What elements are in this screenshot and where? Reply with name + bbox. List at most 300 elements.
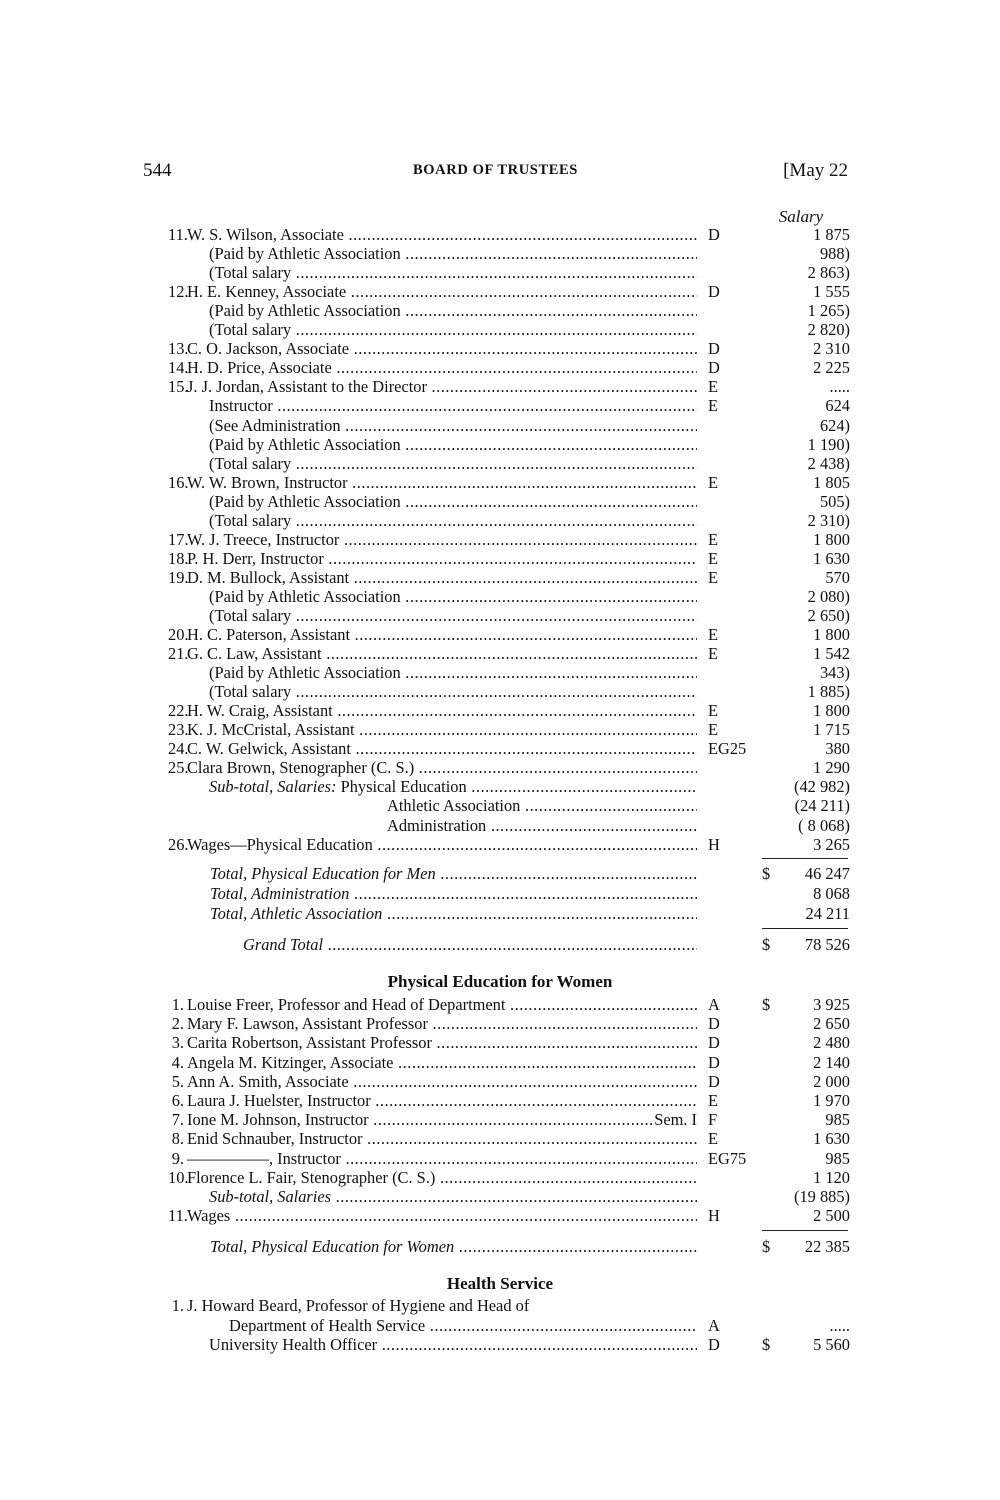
line-text xyxy=(187,1149,697,1168)
line-text xyxy=(187,1129,697,1148)
line-text xyxy=(187,377,697,396)
table-row xyxy=(0,282,1000,301)
line-label: University Health Officer xyxy=(209,1335,378,1354)
salary-amount xyxy=(750,1014,850,1033)
amount-value: 1 120 xyxy=(813,1168,850,1187)
amount-value: ( 8 068) xyxy=(798,816,850,835)
line-label: (Paid by Athletic Association xyxy=(209,244,401,263)
salary-amount xyxy=(750,682,850,701)
grade-code: A xyxy=(708,995,720,1014)
line-label: (Total salary xyxy=(209,454,292,473)
amount-value: 1 715 xyxy=(813,720,850,739)
grade-code: H xyxy=(708,835,720,854)
line-text xyxy=(387,816,697,835)
salary-amount xyxy=(750,587,850,606)
line-label: Sub-total, Salaries xyxy=(209,1187,332,1206)
salary-amount xyxy=(750,1335,850,1354)
amount-value: 343) xyxy=(819,663,850,682)
amount-value: 5 560 xyxy=(813,1335,850,1354)
line-text xyxy=(209,511,697,530)
grade-code: E xyxy=(708,1129,719,1148)
line-label: H. C. Paterson, Assistant xyxy=(187,625,351,644)
item-number: 19. xyxy=(168,568,189,587)
line-text xyxy=(187,1110,697,1129)
line-text xyxy=(187,701,697,720)
line-text xyxy=(209,263,697,282)
line-text xyxy=(187,1168,697,1187)
table-row xyxy=(0,904,1000,923)
table-row xyxy=(0,1033,1000,1052)
salary-amount xyxy=(750,396,850,415)
table-row xyxy=(0,1335,1000,1354)
line-label: (Paid by Athletic Association xyxy=(209,492,401,511)
amount-value: 1 630 xyxy=(813,549,850,568)
line-label: (Paid by Athletic Association xyxy=(209,301,401,320)
table-row xyxy=(0,396,1000,415)
salary-amount xyxy=(750,301,850,320)
line-label: Total, Athletic Association xyxy=(210,904,383,923)
salary-amount xyxy=(750,720,850,739)
line-label: G. C. Law, Assistant xyxy=(187,644,322,663)
amount-value: 2 310 xyxy=(813,339,850,358)
item-number: 8. xyxy=(171,1129,184,1148)
section-title: Health Service xyxy=(446,1274,554,1293)
date-mark: [May 22 xyxy=(783,160,848,181)
table-row xyxy=(0,587,1000,606)
amount-value: 2 820) xyxy=(807,320,850,339)
table-row xyxy=(0,416,1000,435)
line-text xyxy=(187,1033,697,1052)
salary-amount xyxy=(750,568,850,587)
line-text xyxy=(209,492,697,511)
salary-amount xyxy=(750,701,850,720)
line-label: Wages xyxy=(187,1206,231,1225)
table-row xyxy=(0,644,1000,663)
grade-code: D xyxy=(708,1053,720,1072)
amount-value: 1 265) xyxy=(807,301,850,320)
amount-value: 1 885) xyxy=(807,682,850,701)
table-row xyxy=(0,835,1000,854)
grade-code: D xyxy=(708,282,720,301)
subtotal-label: Sub-total, Salaries: xyxy=(209,777,337,796)
table-row xyxy=(0,301,1000,320)
grand-total-row xyxy=(0,935,1000,954)
grade-code: D xyxy=(708,339,720,358)
grade-code: E xyxy=(708,644,719,663)
line-text xyxy=(209,606,697,625)
line-label: Department of Health Service xyxy=(229,1316,426,1335)
table-row xyxy=(0,1316,1000,1335)
line-text xyxy=(187,835,697,854)
line-label: W. J. Treece, Instructor xyxy=(187,530,340,549)
table-row xyxy=(0,816,1000,835)
line-label: (Total salary xyxy=(209,511,292,530)
table-row xyxy=(0,1187,1000,1206)
dollar-sign: $ xyxy=(762,995,771,1014)
line-text xyxy=(209,777,697,796)
grade-code: E xyxy=(708,473,719,492)
running-title: BOARD OF TRUSTEES xyxy=(413,162,578,178)
line-label: W. S. Wilson, Associate xyxy=(187,225,344,244)
grade-code: E xyxy=(708,377,719,396)
table-row xyxy=(0,995,1000,1014)
line-text xyxy=(187,1296,697,1315)
amount-value: 505) xyxy=(819,492,850,511)
salary-amount xyxy=(750,416,850,435)
table-row xyxy=(0,1129,1000,1148)
amount-value: 2 480 xyxy=(813,1033,850,1052)
grade-code: D xyxy=(708,358,720,377)
line-text xyxy=(209,435,697,454)
amount-value: 3 925 xyxy=(813,995,850,1014)
line-label: Ione M. Johnson, Instructor xyxy=(187,1110,369,1129)
line-text xyxy=(209,682,697,701)
item-number: 11. xyxy=(168,1206,188,1225)
salary-column-header: Salary xyxy=(778,207,824,226)
salary-amount xyxy=(750,492,850,511)
amount-value: 2 140 xyxy=(813,1053,850,1072)
amount-value: 78 526 xyxy=(804,935,850,954)
item-number: 14. xyxy=(168,358,189,377)
item-number: 25. xyxy=(168,758,189,777)
line-label: Carita Robertson, Assistant Professor xyxy=(187,1033,432,1052)
amount-value: 8 068 xyxy=(813,884,850,903)
line-label: Florence L. Fair, Stenographer (C. S.) xyxy=(187,1168,436,1187)
item-number: 5. xyxy=(171,1072,184,1091)
table-row xyxy=(0,1149,1000,1168)
line-label: C. O. Jackson, Associate xyxy=(187,339,350,358)
table-row xyxy=(0,320,1000,339)
item-number: 26. xyxy=(168,835,189,854)
line-text xyxy=(187,358,697,377)
salary-amount xyxy=(750,339,850,358)
amount-value: 2 225 xyxy=(813,358,850,377)
table-row xyxy=(0,864,1000,883)
salary-amount xyxy=(750,263,850,282)
line-label: D. M. Bullock, Assistant xyxy=(187,568,350,587)
line-label: Enid Schnauber, Instructor xyxy=(187,1129,363,1148)
line-label: Louise Freer, Professor and Head of Department xyxy=(187,995,506,1014)
line-text xyxy=(210,884,697,903)
line-label: Total, Physical Education for Men xyxy=(210,864,436,883)
grade-code: D xyxy=(708,1033,720,1052)
line-label: Laura J. Huelster, Instructor xyxy=(187,1091,371,1110)
line-label: Ann A. Smith, Associate xyxy=(187,1072,349,1091)
grade-code: E xyxy=(708,396,719,415)
amount-value: 2 650) xyxy=(807,606,850,625)
line-text xyxy=(210,1237,697,1256)
salary-amount xyxy=(750,816,850,835)
line-text xyxy=(187,1072,697,1091)
line-label: K. J. McCristal, Assistant xyxy=(187,720,355,739)
table-row xyxy=(0,663,1000,682)
line-text xyxy=(243,935,697,954)
line-label: C. W. Gelwick, Assistant xyxy=(187,739,351,758)
salary-amount xyxy=(750,358,850,377)
line-text xyxy=(187,1206,697,1225)
item-number: 15. xyxy=(168,377,189,396)
line-label: Mary F. Lawson, Assistant Professor xyxy=(187,1014,428,1033)
dollar-sign: $ xyxy=(762,864,771,883)
salary-amount xyxy=(750,473,850,492)
amount-value: 2 080) xyxy=(807,587,850,606)
table-row xyxy=(0,1110,1000,1129)
line-text xyxy=(187,758,697,777)
table-row xyxy=(0,739,1000,758)
amount-value: 1 555 xyxy=(813,282,850,301)
salary-amount xyxy=(750,1316,850,1335)
item-number: 20. xyxy=(168,625,189,644)
line-label: Clara Brown, Stenographer (C. S.) xyxy=(187,758,415,777)
item-number: 22. xyxy=(168,701,189,720)
table-row xyxy=(0,225,1000,244)
item-number: 9. xyxy=(171,1149,184,1168)
salary-amount xyxy=(750,644,850,663)
sum-rule xyxy=(762,858,848,859)
amount-value: (24 211) xyxy=(794,796,850,815)
dollar-sign: $ xyxy=(762,935,771,954)
amount-value: 2 000 xyxy=(813,1072,850,1091)
sum-rule xyxy=(762,928,848,929)
table-row xyxy=(0,777,1000,796)
item-number: 24. xyxy=(168,739,189,758)
line-text xyxy=(209,301,697,320)
item-number: 7. xyxy=(171,1110,184,1129)
salary-amount xyxy=(750,282,850,301)
table-row xyxy=(0,701,1000,720)
line-label: Grand Total xyxy=(243,935,324,954)
amount-value: 1 190) xyxy=(807,435,850,454)
amount-value: ..... xyxy=(829,377,850,396)
line-text xyxy=(187,282,697,301)
page-header xyxy=(143,160,848,184)
amount-value: 380 xyxy=(825,739,850,758)
sum-rule xyxy=(762,1230,848,1231)
grade-code: F xyxy=(708,1110,718,1129)
line-label: (Total salary xyxy=(209,263,292,282)
amount-value: 988) xyxy=(819,244,850,263)
salary-amount xyxy=(750,904,850,923)
line-text xyxy=(209,587,697,606)
amount-value: 2 310) xyxy=(807,511,850,530)
amount-value: 1 630 xyxy=(813,1129,850,1148)
line-text xyxy=(209,454,697,473)
amount-value: 1 875 xyxy=(813,225,850,244)
grade-code: D xyxy=(708,1014,720,1033)
grade-code: E xyxy=(708,701,719,720)
total-women-row xyxy=(0,1237,1000,1256)
line-label: Total, Administration xyxy=(210,884,350,903)
line-label: (Total salary xyxy=(209,320,292,339)
amount-value: 985 xyxy=(825,1149,850,1168)
item-number: 4. xyxy=(171,1053,184,1072)
grade-code: EG25 xyxy=(708,739,747,758)
dollar-sign: $ xyxy=(762,1237,771,1256)
salary-amount xyxy=(750,625,850,644)
table-row xyxy=(0,1014,1000,1033)
amount-value: 1 800 xyxy=(813,530,850,549)
amount-value: 2 863) xyxy=(807,263,850,282)
grade-code: E xyxy=(708,720,719,739)
line-label: Total, Physical Education for Women xyxy=(210,1237,455,1256)
table-row xyxy=(0,1206,1000,1225)
amount-value: 624 xyxy=(825,396,850,415)
line-text xyxy=(187,473,697,492)
salary-amount xyxy=(750,1237,850,1256)
line-label: (Total salary xyxy=(209,682,292,701)
line-label: (Paid by Athletic Association xyxy=(209,435,401,454)
table-row xyxy=(0,1168,1000,1187)
salary-amount xyxy=(750,739,850,758)
amount-value: 1 970 xyxy=(813,1091,850,1110)
amount-value: 1 805 xyxy=(813,473,850,492)
line-label: (See Administration xyxy=(209,416,341,435)
table-row xyxy=(0,492,1000,511)
line-text xyxy=(187,739,697,758)
salary-amount xyxy=(750,435,850,454)
salary-amount xyxy=(750,377,850,396)
salary-amount xyxy=(750,1033,850,1052)
salary-amount xyxy=(750,1187,850,1206)
line-label: Physical Education xyxy=(340,777,467,796)
salary-amount xyxy=(750,454,850,473)
table-row xyxy=(0,358,1000,377)
line-text xyxy=(209,1335,697,1354)
line-text xyxy=(210,904,697,923)
grade-code: EG75 xyxy=(708,1149,747,1168)
page-number: 544 xyxy=(143,160,172,181)
salary-amount xyxy=(750,884,850,903)
salary-amount xyxy=(750,663,850,682)
grade-code: A xyxy=(708,1316,720,1335)
table-row xyxy=(0,1091,1000,1110)
grade-code: H xyxy=(708,1206,720,1225)
table-row xyxy=(0,758,1000,777)
item-number: 12. xyxy=(168,282,189,301)
salary-amount xyxy=(750,777,850,796)
line-text xyxy=(209,416,697,435)
amount-value: 1 800 xyxy=(813,701,850,720)
table-row xyxy=(0,511,1000,530)
table-row xyxy=(0,473,1000,492)
line-text xyxy=(187,1053,697,1072)
salary-amount xyxy=(750,935,850,954)
line-text xyxy=(209,663,697,682)
item-number: 6. xyxy=(171,1091,184,1110)
table-row xyxy=(0,244,1000,263)
term-label: Sem. I xyxy=(654,1110,697,1129)
line-text xyxy=(187,225,697,244)
grade-code: D xyxy=(708,1335,720,1354)
section-title: Physical Education for Women xyxy=(387,972,613,991)
table-row xyxy=(0,568,1000,587)
salary-amount xyxy=(750,244,850,263)
grade-code: E xyxy=(708,1091,719,1110)
item-number: 10. xyxy=(168,1168,189,1187)
line-label: H. E. Kenney, Associate xyxy=(187,282,347,301)
salary-amount xyxy=(750,796,850,815)
line-label: (Paid by Athletic Association xyxy=(209,587,401,606)
salary-amount xyxy=(750,1168,850,1187)
line-text xyxy=(187,339,697,358)
table-row xyxy=(0,606,1000,625)
item-number: 21. xyxy=(168,644,189,663)
line-text xyxy=(187,1014,697,1033)
line-label: H. D. Price, Associate xyxy=(187,358,332,377)
grade-code: D xyxy=(708,225,720,244)
salary-amount xyxy=(750,225,850,244)
grade-code: E xyxy=(708,549,719,568)
line-label: Administration xyxy=(387,816,487,835)
item-number: 23. xyxy=(168,720,189,739)
item-number: 1. xyxy=(171,995,184,1014)
salary-amount xyxy=(750,1149,850,1168)
line-label: J. J. Jordan, Assistant to the Director xyxy=(187,377,427,396)
table-row xyxy=(0,1296,1000,1315)
grade-code: E xyxy=(708,568,719,587)
table-row xyxy=(0,796,1000,815)
amount-value: 985 xyxy=(825,1110,850,1129)
amount-value: 1 542 xyxy=(813,644,850,663)
line-text xyxy=(229,1316,697,1335)
dollar-sign: $ xyxy=(762,1335,771,1354)
line-text xyxy=(187,568,697,587)
line-label: Angela M. Kitzinger, Associate xyxy=(187,1053,394,1072)
line-text xyxy=(187,1091,697,1110)
table-row xyxy=(0,263,1000,282)
amount-value: 1 800 xyxy=(813,625,850,644)
line-label: W. W. Brown, Instructor xyxy=(187,473,348,492)
amount-value: ..... xyxy=(829,1316,850,1335)
line-label: (Paid by Athletic Association xyxy=(209,663,401,682)
line-text xyxy=(187,549,697,568)
line-text xyxy=(210,864,697,883)
line-label: (Total salary xyxy=(209,606,292,625)
table-row xyxy=(0,682,1000,701)
grade-code: E xyxy=(708,625,719,644)
grade-code: E xyxy=(708,530,719,549)
item-number: 16. xyxy=(168,473,189,492)
line-text xyxy=(187,720,697,739)
line-label: J. Howard Beard, Professor of Hygiene and Head of xyxy=(187,1296,530,1315)
table-row xyxy=(0,435,1000,454)
salary-amount xyxy=(750,530,850,549)
item-number: 17. xyxy=(168,530,189,549)
salary-amount xyxy=(750,758,850,777)
salary-amount xyxy=(750,320,850,339)
grade-code: D xyxy=(708,1072,720,1091)
line-text xyxy=(209,244,697,263)
amount-value: 22 385 xyxy=(804,1237,850,1256)
line-label: H. W. Craig, Assistant xyxy=(187,701,333,720)
item-number: 13. xyxy=(168,339,189,358)
amount-value: 1 290 xyxy=(813,758,850,777)
line-label: Wages—Physical Education xyxy=(187,835,373,854)
line-text xyxy=(209,396,697,415)
table-row xyxy=(0,1072,1000,1091)
item-number: 3. xyxy=(171,1033,184,1052)
amount-value: 24 211 xyxy=(805,904,850,923)
line-text xyxy=(187,625,697,644)
amount-value: (19 885) xyxy=(794,1187,850,1206)
salary-amount xyxy=(750,1053,850,1072)
table-row xyxy=(0,625,1000,644)
line-text xyxy=(209,320,697,339)
table-row xyxy=(0,530,1000,549)
salary-amount xyxy=(750,1206,850,1225)
item-number: 18. xyxy=(168,549,189,568)
table-row xyxy=(0,884,1000,903)
